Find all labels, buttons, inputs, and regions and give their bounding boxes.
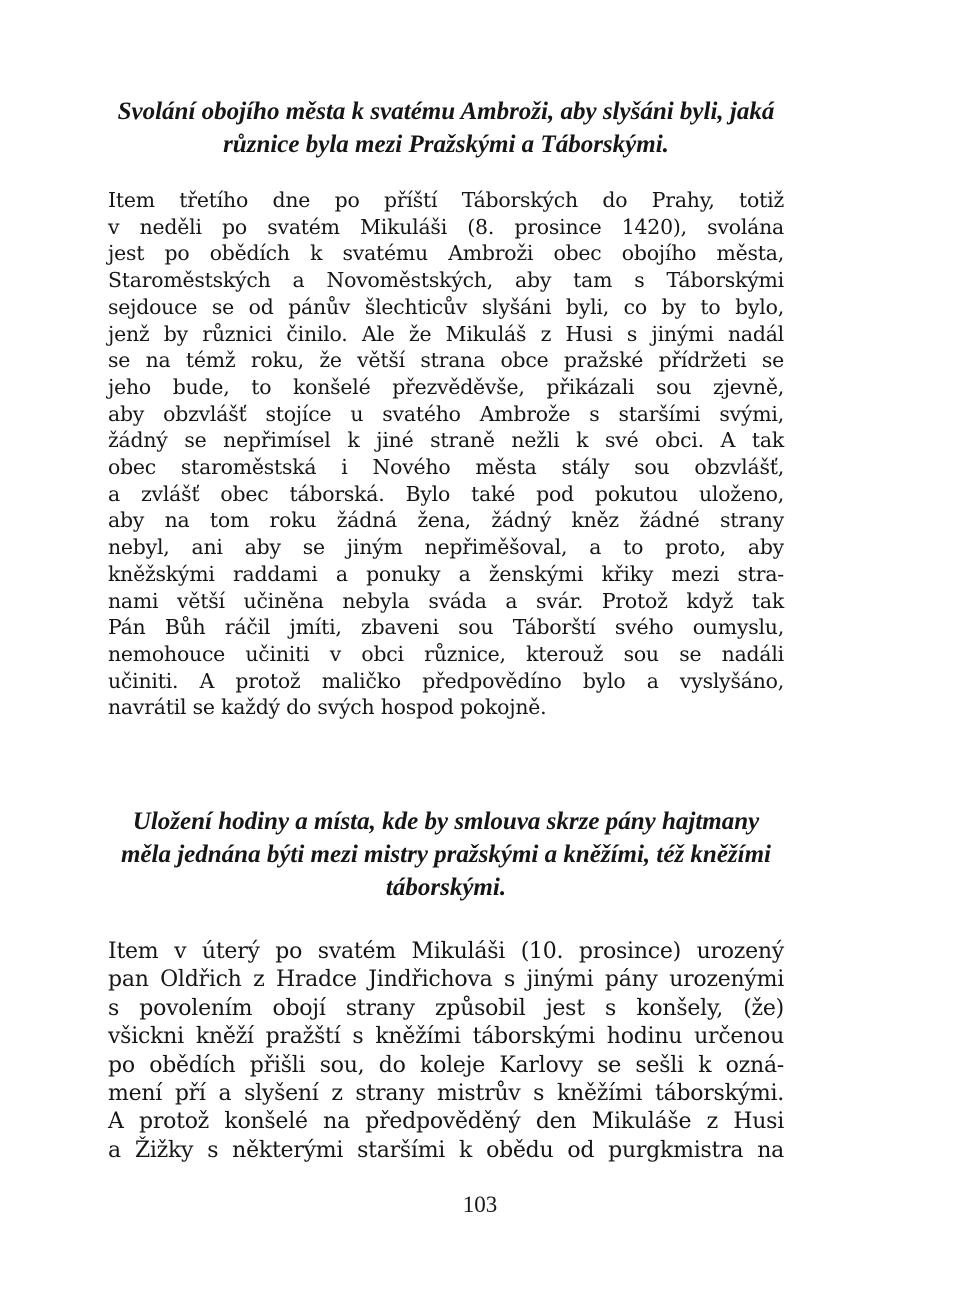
text-line: s povolením obojí strany způsobil jest s konšely, (že) xyxy=(108,995,784,1021)
text-line: nemohouce učiniti v obci různice, kterouž sou se nadáli xyxy=(108,641,784,666)
heading-line: měla jednána býti mezi mistry pražskými a kněžími, též kněžími xyxy=(120,841,771,868)
text-line: jest po obědích k svatému Ambroži obec obojího města, xyxy=(108,241,784,266)
text-line: se na témž roku, že větší strana obce pražské přídržeti se xyxy=(108,348,784,373)
heading-line: různice byla mezi Pražskými a Táborskými. xyxy=(223,131,669,158)
text-line: Pán Bůh ráčil jmíti, zbaveni sou Táborští svého oumyslu, xyxy=(108,615,784,640)
text-line: jeho bude, to konšelé přezvěděvše, přikázali sou zjevně, xyxy=(108,374,784,399)
text-line: A protož konšelé na předpověděný den Mikuláše z Husi xyxy=(108,1109,784,1135)
text-line: nebyl, ani aby se jiným nepřiměšoval, a to proto, aby xyxy=(108,535,784,560)
section-ulozeni xyxy=(108,805,784,1165)
text-line: pan Oldřich z Hradce Jindřichova s jinými pány urozenými xyxy=(108,967,784,993)
body-paragraph xyxy=(108,938,784,1165)
text-line: Item v úterý po svatém Mikuláši (10. prosince) urozený xyxy=(108,939,784,964)
text-line: učiniti. A protož maličko předpovědíno bylo a vyslyšáno, xyxy=(108,668,784,693)
heading-line: táborskými. xyxy=(385,874,507,901)
text-line: aby obzvlášť stojíce u svatého Ambrože s staršími svými, xyxy=(108,401,784,426)
text-line: aby na tom roku žádná žena, žádný kněz žádné strany xyxy=(108,508,784,533)
page-number: 103 xyxy=(462,1192,498,1217)
text-line: jenž by různici činilo. Ale že Mikuláš z Husi s jinými nadál xyxy=(108,321,784,346)
text-line: kněžskými raddami a ponuky a ženskými křiky mezi stra- xyxy=(108,561,784,586)
section-heading xyxy=(108,95,784,161)
text-line: všickni kněží pražští s kněžími táborskými hodinu určenou xyxy=(108,1024,784,1050)
section-heading xyxy=(108,805,784,904)
text-line: obec staroměstská i Nového města stály sou obzvlášť, xyxy=(108,455,784,480)
text-line: Item třetího dne po příští Táborských do Prahy, totiž xyxy=(108,188,784,212)
heading-line: Uložení hodiny a místa, kde by smlouva skrze pány hajtmany xyxy=(132,808,760,835)
text-line: a Žižky s některými staršími k obědu od purgkmistra na xyxy=(108,1137,784,1163)
text-line: nami větší učiněna nebyla sváda a svár. Protož když tak xyxy=(108,588,784,613)
text-line: sejdouce se od pánův šlechticův slyšáni byli, co by to bylo, xyxy=(108,294,784,319)
text-line: mení pří a slyšení z strany mistrův s kněžími táborskými. xyxy=(108,1081,784,1107)
text-line: a zvlášť obec táborská. Bylo také pod pokutou uloženo, xyxy=(108,481,784,506)
body-paragraph xyxy=(108,187,784,721)
text-line: žádný se nepřimísel k jiné straně nežli k své obci. A tak xyxy=(108,428,784,453)
text-line: v neděli po svatém Mikuláši (8. prosince 1420), svolána xyxy=(108,214,784,239)
text-line: Staroměstských a Novoměstských, aby tam s Táborskými xyxy=(108,268,784,293)
book-page xyxy=(108,95,784,1163)
section-svolani xyxy=(108,95,784,721)
text-line: po obědích přišli sou, do koleje Karlovy se sešli k ozná- xyxy=(108,1052,784,1078)
text-line: navrátil se každý do svých hospod pokojně. xyxy=(108,695,547,720)
heading-line: Svolání obojího města k svatému Ambroži, aby slyšáni byli, jaká xyxy=(117,98,775,125)
